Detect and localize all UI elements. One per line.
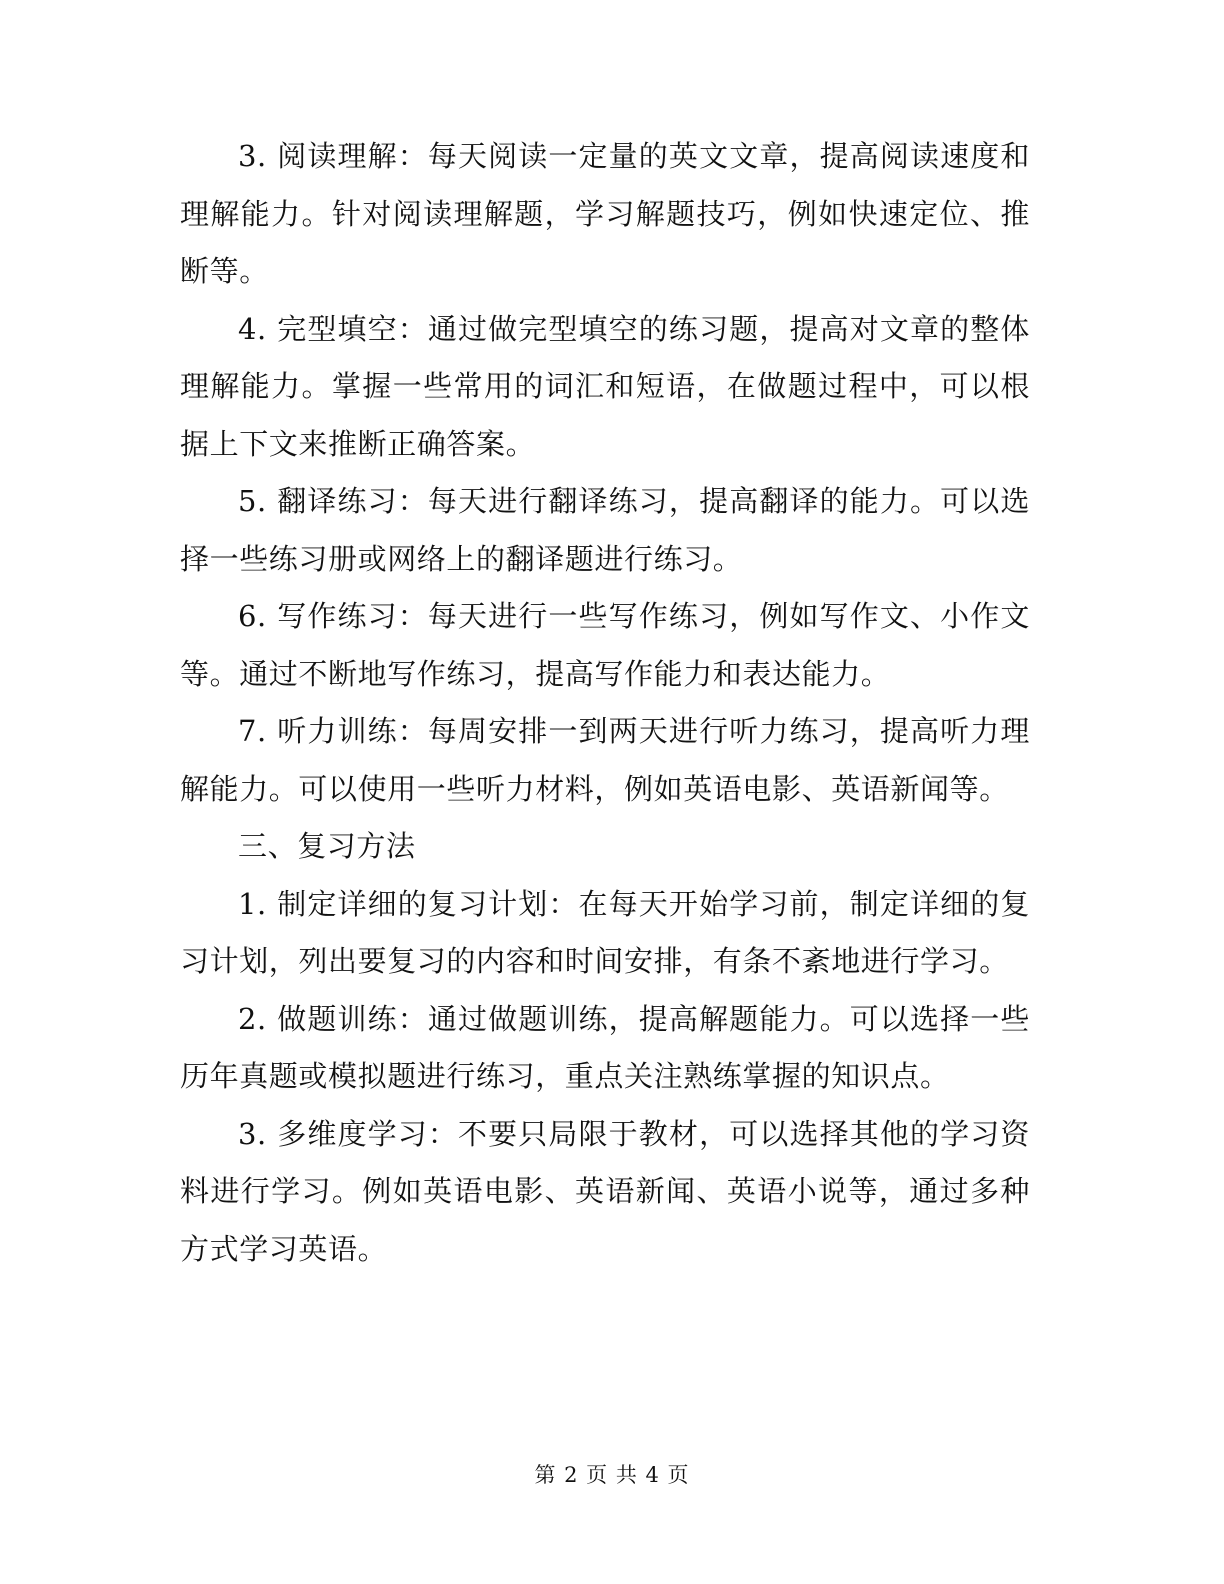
document-body <box>180 128 1030 1278</box>
page-footer: 第 2 页 共 4 页 <box>534 1463 690 1487</box>
paragraph-translation: 5. 翻译练习：每天进行翻译练习，提高翻译的能力。可以选择一些练习册或网络上的翻译题进行练习。 <box>180 484 1030 576</box>
paragraph-multidimensional-learning: 3. 多维度学习：不要只局限于教材，可以选择其他的学习资料进行学习。例如英语电影、英语新闻、英语小说等，通过多种方式学习英语。 <box>180 1116 1030 1266</box>
paragraph-practice-questions: 2. 做题训练：通过做题训练，提高解题能力。可以选择一些历年真题或模拟题进行练习，重点关注熟练掌握的知识点。 <box>180 1001 1030 1093</box>
paragraph-cloze: 4. 完型填空：通过做完型填空的练习题，提高对文章的整体理解能力。掌握一些常用的词汇和短语，在做题过程中，可以根据上下文来推断正确答案。 <box>180 311 1030 461</box>
paragraph-review-plan: 1. 制定详细的复习计划：在每天开始学习前，制定详细的复习计划，列出要复习的内容和时间安排，有条不紊地进行学习。 <box>180 886 1030 978</box>
paragraph-listening: 7. 听力训练：每周安排一到两天进行听力练习，提高听力理解能力。可以使用一些听力材料，例如英语电影、英语新闻等。 <box>180 714 1030 806</box>
paragraph-reading-comprehension: 3. 阅读理解：每天阅读一定量的英文文章，提高阅读速度和理解能力。针对阅读理解题，学习解题技巧，例如快速定位、推断等。 <box>180 139 1030 288</box>
paragraph-writing: 6. 写作练习：每天进行一些写作练习，例如写作文、小作文等。通过不断地写作练习，提高写作能力和表达能力。 <box>180 599 1030 691</box>
section-heading-review-methods: 三、复习方法 <box>238 829 416 863</box>
